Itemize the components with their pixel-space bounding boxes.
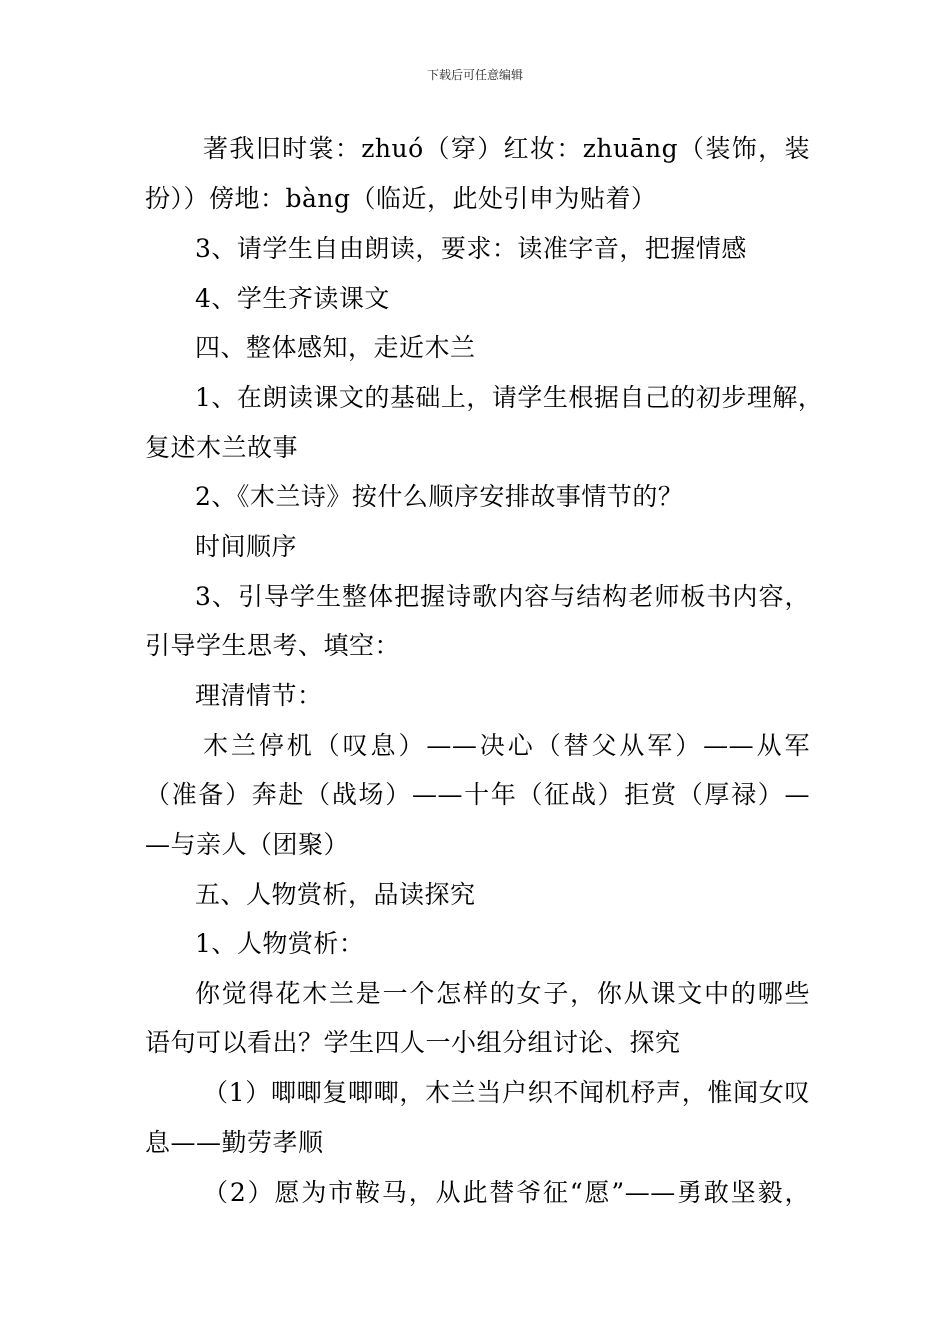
section-heading: 五、人物赏析，品读探究 bbox=[195, 880, 476, 909]
text-line: 著我旧时裳：zhuó（穿）红妆：zhuāng（装饰，装 bbox=[203, 134, 810, 163]
text-line: （1）唧唧复唧唧，木兰当户织不闻机杼声，惟闻女叹 bbox=[203, 1078, 810, 1107]
text-line: 理清情节： bbox=[195, 681, 323, 710]
text-line: 1、人物赏析： bbox=[195, 929, 365, 958]
text-line: 4、学生齐读课文 bbox=[195, 284, 390, 313]
text-line: 3、请学生自由朗读，要求：读准字音，把握情感 bbox=[195, 234, 747, 263]
text-line: 引导学生思考、填空： bbox=[145, 631, 401, 660]
text-line: 复述木兰故事 bbox=[145, 433, 299, 462]
text-line: 时间顺序 bbox=[195, 532, 298, 561]
text-line: 息——勤劳孝顺 bbox=[145, 1128, 324, 1157]
text-line: 你觉得花木兰是一个怎样的女子，你从课文中的哪些 bbox=[195, 979, 810, 1008]
page-header: 下载后可任意编辑 bbox=[426, 68, 523, 82]
text-line: 2、《木兰诗》按什么顺序安排故事情节的？ bbox=[195, 482, 684, 511]
text-line: 3、引导学生整体把握诗歌内容与结构老师板书内容， bbox=[195, 582, 810, 611]
text-line: —与亲人（团聚） bbox=[145, 830, 350, 859]
section-heading: 四、整体感知，走近木兰 bbox=[195, 333, 476, 362]
text-line: 语句可以看出？学生四人一小组分组讨论、探究 bbox=[145, 1028, 681, 1057]
text-line: 木兰停机（叹息）——决心（替父从军）——从军 bbox=[203, 731, 810, 760]
text-line: （2）愿为市鞍马，从此替爷征“愿”——勇敢坚毅， bbox=[203, 1178, 810, 1207]
text-line: 1、在朗读课文的基础上，请学生根据自己的初步理解， bbox=[195, 383, 824, 412]
text-line: 扮））傍地：bàng（临近，此处引申为贴着） bbox=[145, 184, 657, 213]
text-line: （准备）奔赴（战场）——十年（征战）拒赏（厚禄）— bbox=[145, 780, 810, 809]
